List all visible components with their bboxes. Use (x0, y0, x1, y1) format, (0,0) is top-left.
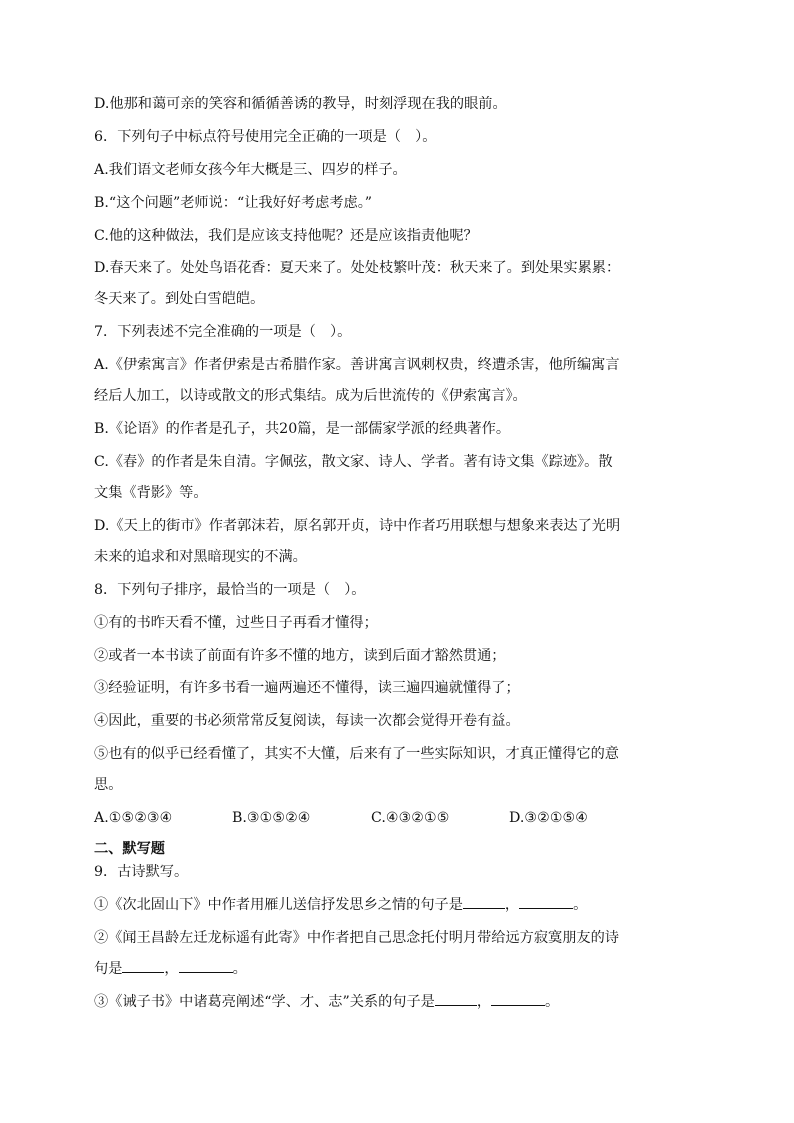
answer-blank[interactable] (519, 894, 573, 909)
q8-options (94, 807, 700, 829)
q7-option-c-line1: C.《春》的作者是朱自清。字佩弦，散文家、诗人、学者。著有诗文集《踪迹》。散 (94, 454, 613, 471)
q7-option-c-line2: 文集《背影》等。 (94, 485, 208, 502)
q9-item-1 (94, 894, 700, 916)
q7-option-b: B.《论语》的作者是孔子，共20篇，是一部儒家学派的经典著作。 (94, 421, 511, 438)
answer-blank[interactable] (491, 991, 545, 1006)
comma: ， (164, 960, 179, 977)
q7-option-d-line2: 未来的追求和对黑暗现实的不满。 (94, 548, 307, 565)
period: 。 (232, 960, 247, 977)
q6-option-d-line2: 冬天来了。到处白雪皑皑。 (94, 291, 265, 308)
period: 。 (573, 897, 588, 914)
q8-sentence-5-line1: ⑤也有的似乎已经看懂了，其实不大懂，后来有了一些实际知识，才真正懂得它的意 (94, 746, 619, 763)
question-8: 8．下列句子排序，最恰当的一项是（ ）。 (94, 581, 366, 598)
q7-option-a-line2: 经后人加工，以诗或散文的形式集结。成为后世流传的《伊索寓言》。 (94, 388, 527, 405)
q6-option-b: B.“这个问题”老师说：“让我好好考虑考虑。” (94, 194, 373, 211)
q8-sentence-1: ①有的书昨天看不懂，过些日子再看才懂得； (94, 614, 378, 631)
q8-option-c: C.④③②①⑤ (371, 810, 450, 827)
question-7: 7．下列表述不完全准确的一项是（ ）。 (94, 324, 352, 341)
q9-item-3-text: ③《诫子书》中诸葛亮阐述“学、才、志”关系的句子是 (94, 993, 435, 1010)
q5-option-d: D.他那和蔼可亲的笑容和循循善诱的教导，时刻浮现在我的眼前。 (94, 96, 507, 112)
q6-option-c: C.他的这种做法，我们是应该支持他呢？还是应该指责他呢？ (94, 227, 478, 244)
answer-blank[interactable] (463, 894, 505, 909)
answer-blank[interactable] (179, 958, 233, 973)
question-6: 6．下列句子中标点符号使用完全正确的一项是（ ）。 (94, 128, 437, 145)
comma: ， (504, 897, 520, 914)
q7-option-d-line1: D.《天上的街市》作者郭沫若，原名郭开贞，诗中作者巧用联想与想象来表达了光明 (94, 517, 621, 534)
comma: ， (476, 993, 492, 1010)
q8-sentence-2: ②或者一本书读了前面有许多不懂的地方，读到后面才豁然贯通； (94, 647, 506, 664)
period: 。 (545, 993, 560, 1010)
q8-sentence-5-line2: 思。 (94, 777, 123, 794)
q8-sentence-3: ③经验证明，有许多书看一遍两遍还不懂得，读三遍四遍就懂得了； (94, 680, 520, 697)
q6-option-d-line1: D.春天来了。处处鸟语花香：夏天来了。处处枝繁叶茂：秋天来了。到处果实累累： (94, 260, 621, 277)
q9-item-3 (94, 991, 700, 1013)
document-page (94, 93, 700, 1024)
answer-blank[interactable] (122, 958, 164, 973)
q8-option-b: B.③①⑤②④ (232, 810, 311, 827)
q9-item-2-text: 句是 (94, 960, 123, 977)
q9-item-1-text: ①《次北固山下》中作者用雁儿送信抒发思乡之情的句子是 (94, 897, 463, 914)
q8-sentence-4: ④因此，重要的书必须常常反复阅读，每读一次都会觉得开卷有益。 (94, 713, 520, 730)
answer-blank[interactable] (435, 991, 477, 1006)
q7-option-a-line1: A.《伊索寓言》作者伊索是古希腊作家。善讲寓言讽刺权贵，终遭杀害，他所编寓言 (94, 357, 620, 374)
q6-option-a: A.我们语文老师女孩今年大概是三、四岁的样子。 (94, 161, 407, 178)
q8-option-d: D.③②①⑤④ (509, 810, 588, 827)
q9-item-2-line2 (94, 958, 700, 980)
q8-option-a: A.①⑤②③④ (94, 810, 173, 827)
question-9: 9．古诗默写。 (94, 864, 189, 881)
section-heading: 二、默写题 (94, 841, 165, 858)
q9-item-2-line1: ②《闻王昌龄左迁龙标遥有此寄》中作者把自己思念托付明月带给远方寂寞朋友的诗 (94, 929, 619, 946)
